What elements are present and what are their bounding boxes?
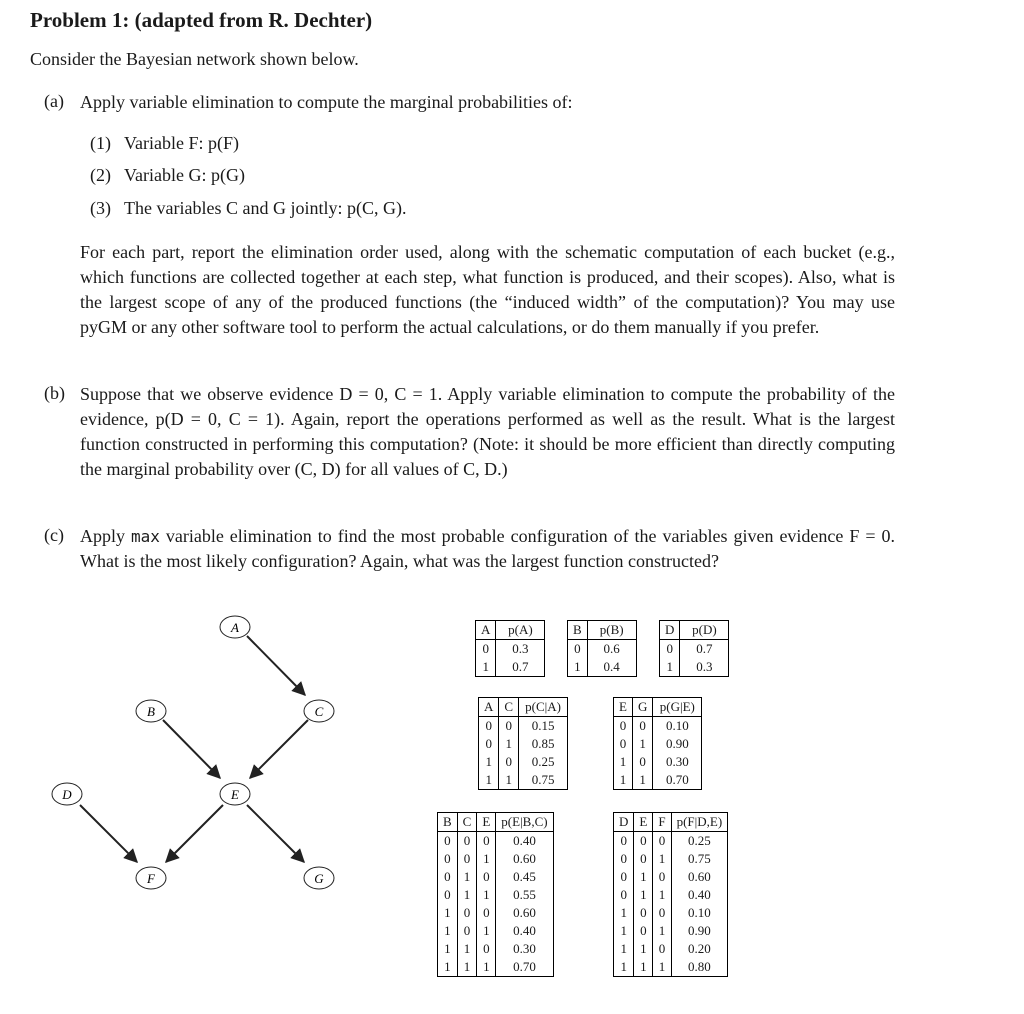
table-cell: 1 [614, 940, 634, 958]
table-header-cell: E [634, 813, 653, 832]
table-row [614, 717, 702, 736]
part-a-item-2-num: (2) [90, 165, 111, 185]
table-cell: 1 [653, 850, 671, 868]
table-header-row [660, 621, 729, 640]
table-cell: 0 [479, 735, 499, 753]
table-header-cell: p(D) [680, 621, 729, 640]
table-cell: 0 [477, 832, 496, 851]
table-cell: 0.40 [513, 923, 536, 938]
table-cell: 0 [634, 904, 653, 922]
table-cell: 1 [476, 658, 496, 677]
table-cell: 1 [614, 922, 634, 940]
table-cell: 1 [457, 868, 477, 886]
table-cell: 0.40 [513, 833, 536, 848]
table-header-cell: B [568, 621, 588, 640]
table-cell: 1 [614, 753, 633, 771]
part-a-details: For each part, report the elimination order used, along with the schematic computation of each bucket (e.g., which functions are collected together at each step, what function is produced, and their scopes). Also, what is the largest scope of any of the produced functions (the “induced width” of the computation)? You may use pyGM or any other software tool to perform the actual calculations, or do them manually if you prefer. [80, 242, 895, 337]
table-row [476, 658, 545, 677]
table-cell: 1 [499, 735, 519, 753]
svg-text:C: C [314, 704, 324, 719]
table-cell: 0 [653, 832, 671, 851]
part-a-text: Apply variable elimination to compute the marginal probabilities of: [80, 92, 573, 112]
node-f [136, 867, 166, 889]
table-cell: 0 [457, 832, 477, 851]
table-p-a [475, 620, 545, 677]
table-header-cell: D [660, 621, 680, 640]
problem-intro: Consider the Bayesian network shown below. [30, 49, 359, 69]
table-row [660, 658, 729, 677]
bayesian-network-diagram [40, 605, 400, 905]
table-cell: 0.7 [696, 641, 713, 656]
table-cell: 0 [653, 868, 671, 886]
table-cell: 1 [653, 922, 671, 940]
table-header-row [614, 698, 702, 717]
table-header-cell: p(F|D,E) [671, 813, 728, 832]
svg-text:F: F [147, 871, 155, 886]
table-cell: 0.7 [512, 659, 529, 674]
table-cell: 0.20 [687, 941, 711, 956]
svg-text:B: B [147, 704, 155, 719]
table-cell: 0.6 [603, 641, 620, 656]
table-cell: 0 [653, 904, 671, 922]
table-cell: 0 [476, 640, 496, 659]
table-header-cell: p(C|A) [519, 698, 568, 717]
part-c-text-post: variable elimination to find the most probable configuration of the variables given evidence F = 0. What is the most likely configuration? Again, what was the largest function constructed? [80, 526, 896, 571]
svg-text:E: E [231, 787, 239, 802]
table-cell: 0 [499, 753, 519, 771]
table-row [614, 753, 702, 771]
edge-b-e [163, 720, 220, 778]
part-b-label: (b) [44, 383, 65, 403]
table-cell: 1 [632, 771, 652, 790]
edge-e-g [247, 805, 304, 862]
table-row [614, 868, 728, 886]
table-row [476, 640, 545, 659]
table-cell: 0 [632, 717, 652, 736]
table-cell: 1 [634, 958, 653, 977]
table-cell: 1 [438, 940, 458, 958]
table-header-cell: p(E|B,C) [496, 813, 553, 832]
table-cell: 0 [614, 717, 633, 736]
table-p-d [659, 620, 729, 677]
node-c [304, 700, 334, 722]
table-cell: 1 [457, 958, 477, 977]
table-cell: 0.55 [513, 887, 536, 902]
table-cell: 1 [477, 850, 496, 868]
node-a [220, 616, 250, 638]
table-header-cell: D [614, 813, 634, 832]
table-cell: 1 [438, 958, 458, 977]
table-p-b [567, 620, 637, 677]
table-cell: 0.45 [513, 869, 536, 884]
table-cell: 0 [614, 850, 634, 868]
part-b-text: Suppose that we observe evidence D = 0, C = 1. Apply variable elimination to compute the probability of the evidence, p(D = 0, C = 1). Again, report the operations performed as well as the result. What is the largest function constructed in performing this computation? (Note: it should be more efficient than directly computing the marginal probability over (C, D) for all values of C, D.) [80, 384, 895, 479]
node-g [304, 867, 334, 889]
table-cell: 0 [634, 922, 653, 940]
table-cell: 0.30 [513, 941, 536, 956]
table-cell: 0 [614, 868, 634, 886]
table-cell: 0.80 [687, 959, 711, 974]
table-cell: 0 [568, 640, 588, 659]
table-row [438, 832, 554, 851]
table-row [438, 958, 554, 977]
table-cell: 0 [660, 640, 680, 659]
part-c-label: (c) [44, 525, 64, 545]
table-cell: 1 [479, 753, 499, 771]
table-header-cell: A [479, 698, 499, 717]
table-cell: 0.75 [687, 851, 711, 866]
table-row [479, 717, 568, 736]
table-cell: 0.30 [665, 754, 689, 769]
table-header-cell: E [477, 813, 496, 832]
table-cell: 0.90 [665, 736, 689, 751]
table-header-cell: C [499, 698, 519, 717]
table-cell: 0.10 [687, 905, 711, 920]
table-cell: 0.70 [513, 959, 536, 974]
table-cell: 1 [614, 771, 633, 790]
part-a-item-3-text: The variables C and G jointly: p(C, G). [124, 198, 407, 218]
table-row [614, 958, 728, 977]
table-p-e-given-b-c [437, 812, 554, 977]
table-cell: 0.40 [687, 887, 711, 902]
table-header-cell: p(B) [587, 621, 636, 640]
table-cell: 0 [438, 868, 458, 886]
table-cell: 0 [438, 832, 458, 851]
table-row [438, 904, 554, 922]
table-cell: 0 [614, 886, 634, 904]
table-row [479, 735, 568, 753]
table-cell: 0 [614, 832, 634, 851]
table-cell: 0.85 [531, 736, 555, 751]
table-header-cell: C [457, 813, 477, 832]
table-header-cell: A [476, 621, 496, 640]
table-header-cell: p(G|E) [653, 698, 702, 717]
table-header-cell: F [653, 813, 671, 832]
table-header-row [479, 698, 568, 717]
table-cell: 1 [634, 868, 653, 886]
part-c-text [80, 524, 895, 574]
edge-e-f [166, 805, 223, 862]
table-row [614, 940, 728, 958]
table-header-cell: G [632, 698, 652, 717]
table-header-row [614, 813, 728, 832]
table-row [614, 904, 728, 922]
table-row [438, 868, 554, 886]
table-cell: 1 [438, 904, 458, 922]
table-cell: 0 [634, 850, 653, 868]
table-cell: 1 [660, 658, 680, 677]
table-cell: 0 [438, 850, 458, 868]
table-cell: 0.90 [687, 923, 711, 938]
table-cell: 0.75 [531, 772, 555, 787]
table-cell: 1 [653, 886, 671, 904]
edge-c-e [250, 720, 308, 778]
node-d [52, 783, 82, 805]
table-cell: 0.25 [531, 754, 555, 769]
table-header-cell: B [438, 813, 458, 832]
table-row [614, 832, 728, 851]
table-row [614, 771, 702, 790]
table-cell: 1 [479, 771, 499, 790]
table-cell: 0.60 [687, 869, 711, 884]
table-cell: 1 [634, 940, 653, 958]
table-cell: 1 [634, 886, 653, 904]
table-cell: 0 [614, 735, 633, 753]
table-p-f-given-d-e [613, 812, 728, 977]
edge-d-f [80, 805, 137, 862]
table-cell: 1 [457, 940, 477, 958]
node-e [220, 783, 250, 805]
table-cell: 0.70 [665, 772, 689, 787]
table-cell: 0.60 [513, 905, 536, 920]
part-c-text-pre: Apply [80, 526, 131, 546]
table-row [660, 640, 729, 659]
table-cell: 0 [477, 868, 496, 886]
table-cell: 1 [457, 886, 477, 904]
table-cell: 1 [438, 922, 458, 940]
table-cell: 0 [457, 922, 477, 940]
table-header-row [438, 813, 554, 832]
table-cell: 0.4 [603, 659, 620, 674]
table-cell: 1 [499, 771, 519, 790]
table-cell: 0.25 [687, 833, 711, 848]
part-a-item-3-num: (3) [90, 198, 111, 218]
table-cell: 1 [477, 922, 496, 940]
table-cell: 0 [499, 717, 519, 736]
table-p-c-given-a [478, 697, 568, 790]
table-cell: 0.10 [665, 718, 689, 733]
table-header-row [568, 621, 637, 640]
table-row [479, 771, 568, 790]
table-cell: 1 [568, 658, 588, 677]
table-cell: 1 [477, 958, 496, 977]
table-row [614, 735, 702, 753]
part-c-code: max [130, 527, 160, 546]
table-cell: 0 [438, 886, 458, 904]
svg-text:D: D [62, 787, 72, 802]
table-row [568, 640, 637, 659]
table-cell: 0 [632, 753, 652, 771]
table-cell: 0.15 [531, 718, 555, 733]
svg-text:G: G [314, 871, 324, 886]
table-cell: 0 [479, 717, 499, 736]
part-a-label: (a) [44, 91, 64, 111]
table-header-cell: E [614, 698, 633, 717]
table-row [438, 940, 554, 958]
table-cell: 0.3 [512, 641, 529, 656]
table-header-row [476, 621, 545, 640]
table-cell: 1 [653, 958, 671, 977]
table-cell: 0 [477, 940, 496, 958]
table-cell: 1 [632, 735, 652, 753]
node-b [136, 700, 166, 722]
table-row [614, 850, 728, 868]
table-cell: 0 [634, 832, 653, 851]
table-row [614, 886, 728, 904]
table-cell: 0 [653, 940, 671, 958]
part-a-item-2-text: Variable G: p(G) [124, 165, 245, 185]
table-row [438, 886, 554, 904]
table-cell: 0 [457, 850, 477, 868]
part-a-item-1-text: Variable F: p(F) [124, 133, 239, 153]
table-cell: 0 [457, 904, 477, 922]
table-header-cell: p(A) [496, 621, 545, 640]
table-cell: 1 [614, 904, 634, 922]
table-row [438, 922, 554, 940]
table-row [568, 658, 637, 677]
edge-a-c [247, 636, 305, 695]
table-cell: 1 [477, 886, 496, 904]
part-a-item-1-num: (1) [90, 133, 111, 153]
table-cell: 0.60 [513, 851, 536, 866]
table-cell: 0 [477, 904, 496, 922]
table-row [438, 850, 554, 868]
svg-text:A: A [231, 620, 239, 635]
problem-title: Problem 1: (adapted from R. Dechter) [30, 8, 373, 32]
table-p-g-given-e [613, 697, 702, 790]
table-cell: 1 [614, 958, 634, 977]
table-row [479, 753, 568, 771]
table-cell: 0.3 [696, 659, 713, 674]
table-row [614, 922, 728, 940]
